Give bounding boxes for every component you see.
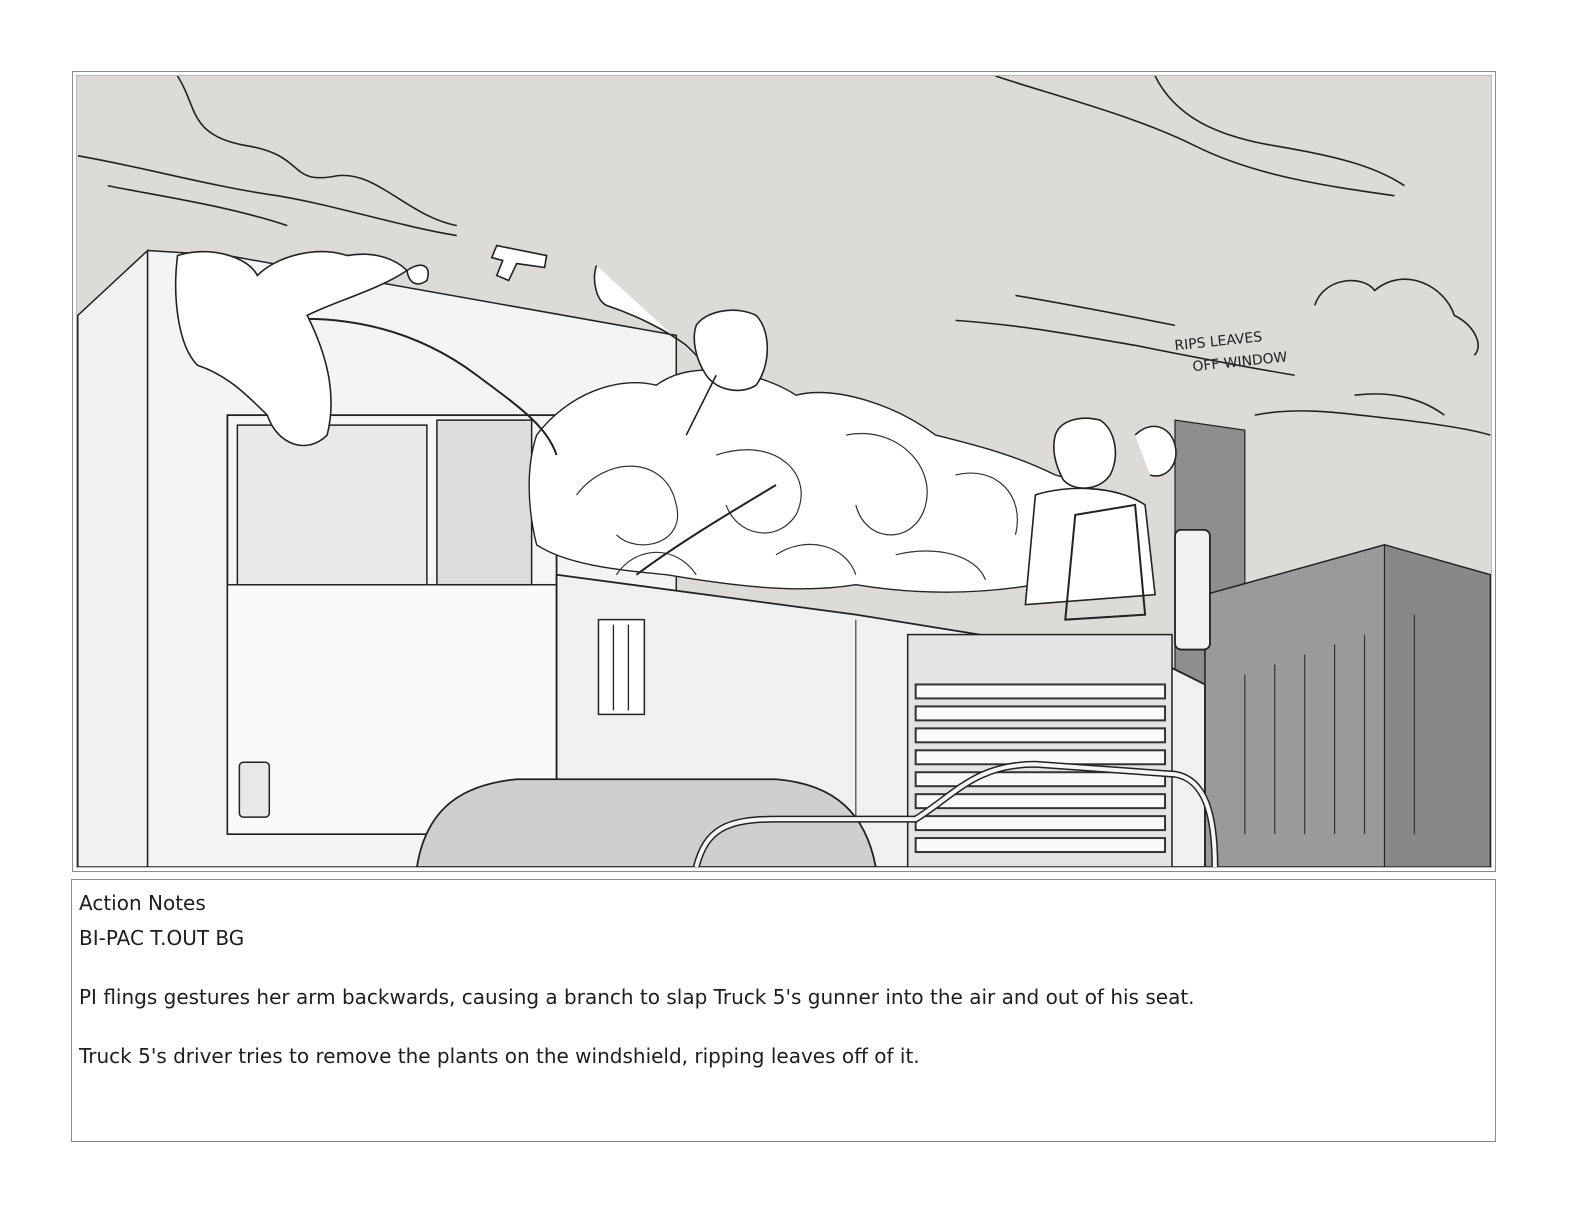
- shot-description: BI-PAC T.OUT BG: [79, 926, 245, 950]
- storyboard-sketch: [76, 75, 1492, 868]
- sketch-annotation-line2: OFF WINDOW: [1191, 349, 1289, 376]
- sketch-illustration: [77, 76, 1491, 867]
- action-notes-heading: Action Notes: [79, 891, 206, 915]
- action-paragraph-2: Truck 5's driver tries to remove the plants on the windshield, ripping leaves off of it.: [79, 1044, 920, 1068]
- storyboard-panel: [72, 71, 1496, 872]
- action-notes-box: [71, 879, 1496, 1142]
- sketch-annotation-line1: RIPS LEAVES: [1173, 329, 1263, 355]
- action-paragraph-1: PI flings gestures her arm backwards, causing a branch to slap Truck 5's gunner into the air and out of his seat.: [79, 985, 1195, 1009]
